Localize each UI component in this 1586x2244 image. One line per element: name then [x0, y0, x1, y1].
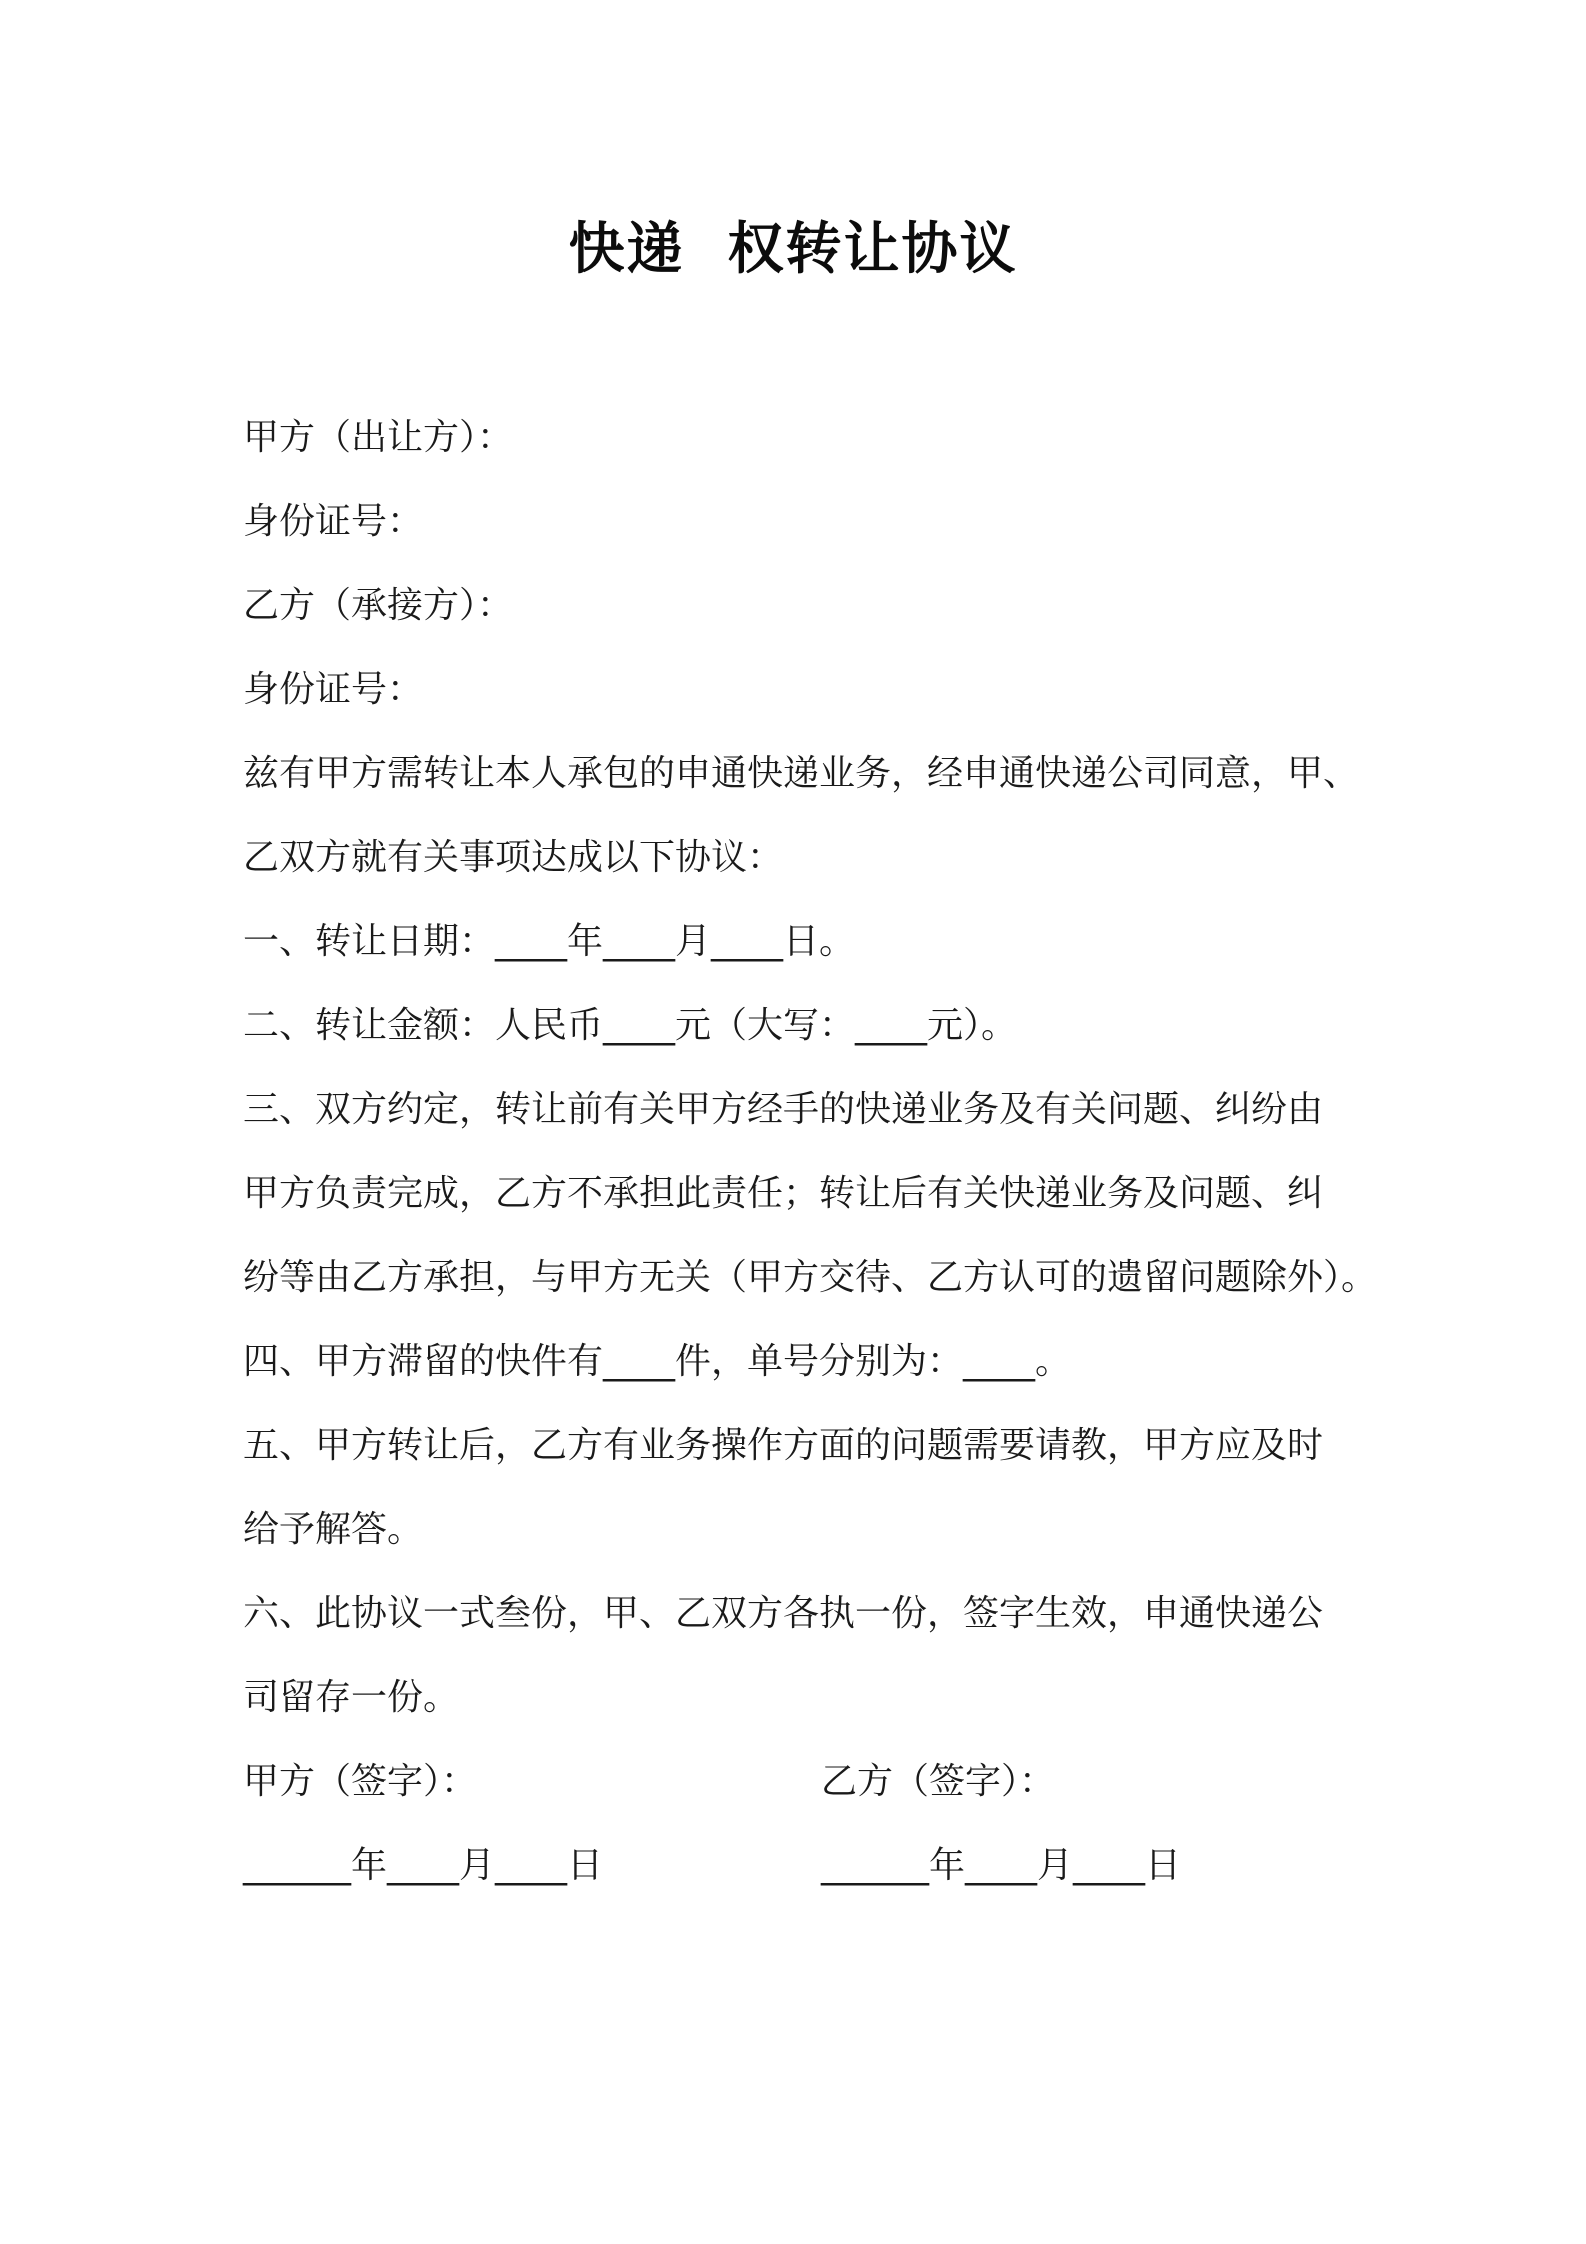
party-a-id-line: 身份证号：: [243, 501, 424, 542]
clause-3-line-2: 甲方负责完成，乙方不承担此责任；转让后有关快递业务及问题、纠: [243, 1173, 1324, 1214]
document-title: 快递 权转让协议: [568, 217, 1018, 282]
clause-5-line-1: 五、甲方转让后，乙方有业务操作方面的问题需要请教，甲方应及时: [243, 1425, 1324, 1466]
clause-3-line-3: 纷等由乙方承担，与甲方无关（甲方交待、乙方认可的遗留问题除外）。: [243, 1257, 1378, 1298]
clause-1: 一、转让日期：____年____月____日。: [243, 921, 856, 962]
document-body: [243, 408, 1378, 1920]
clause-6-line-1: 六、此协议一式叁份，甲、乙双方各执一份，签字生效，申通快递公: [243, 1593, 1324, 1634]
signature-date-row: [243, 1836, 1363, 1920]
party-b-signature-label: 乙方（签字）：: [821, 1761, 1056, 1802]
clause-2: 二、转让金额：人民币____元（大写：____元）。: [243, 1005, 1018, 1046]
party-a-signature-date: ______年____月____日: [243, 1845, 603, 1886]
party-b-line: 乙方（承接方）：: [243, 585, 514, 626]
clause-6-line-2: 司留存一份。: [243, 1677, 460, 1718]
party-a-line: 甲方（出让方）：: [243, 417, 514, 458]
preamble-line-1: 兹有甲方需转让本人承包的申通快递业务，经申通快递公司同意，甲、: [243, 753, 1360, 794]
clause-5-line-2: 给予解答。: [243, 1509, 424, 1550]
party-b-id-line: 身份证号：: [243, 669, 424, 710]
clause-3-line-1: 三、双方约定，转让前有关甲方经手的快递业务及有关问题、纠纷由: [243, 1089, 1324, 1130]
signature-label-row: [243, 1752, 1363, 1836]
preamble-line-2: 乙双方就有关事项达成以下协议：: [243, 837, 784, 878]
clause-4: 四、甲方滞留的快件有____件，单号分别为：____。: [243, 1341, 1072, 1382]
party-a-signature-label: 甲方（签字）：: [243, 1761, 478, 1802]
party-b-signature-date: ______年____月____日: [821, 1845, 1181, 1886]
